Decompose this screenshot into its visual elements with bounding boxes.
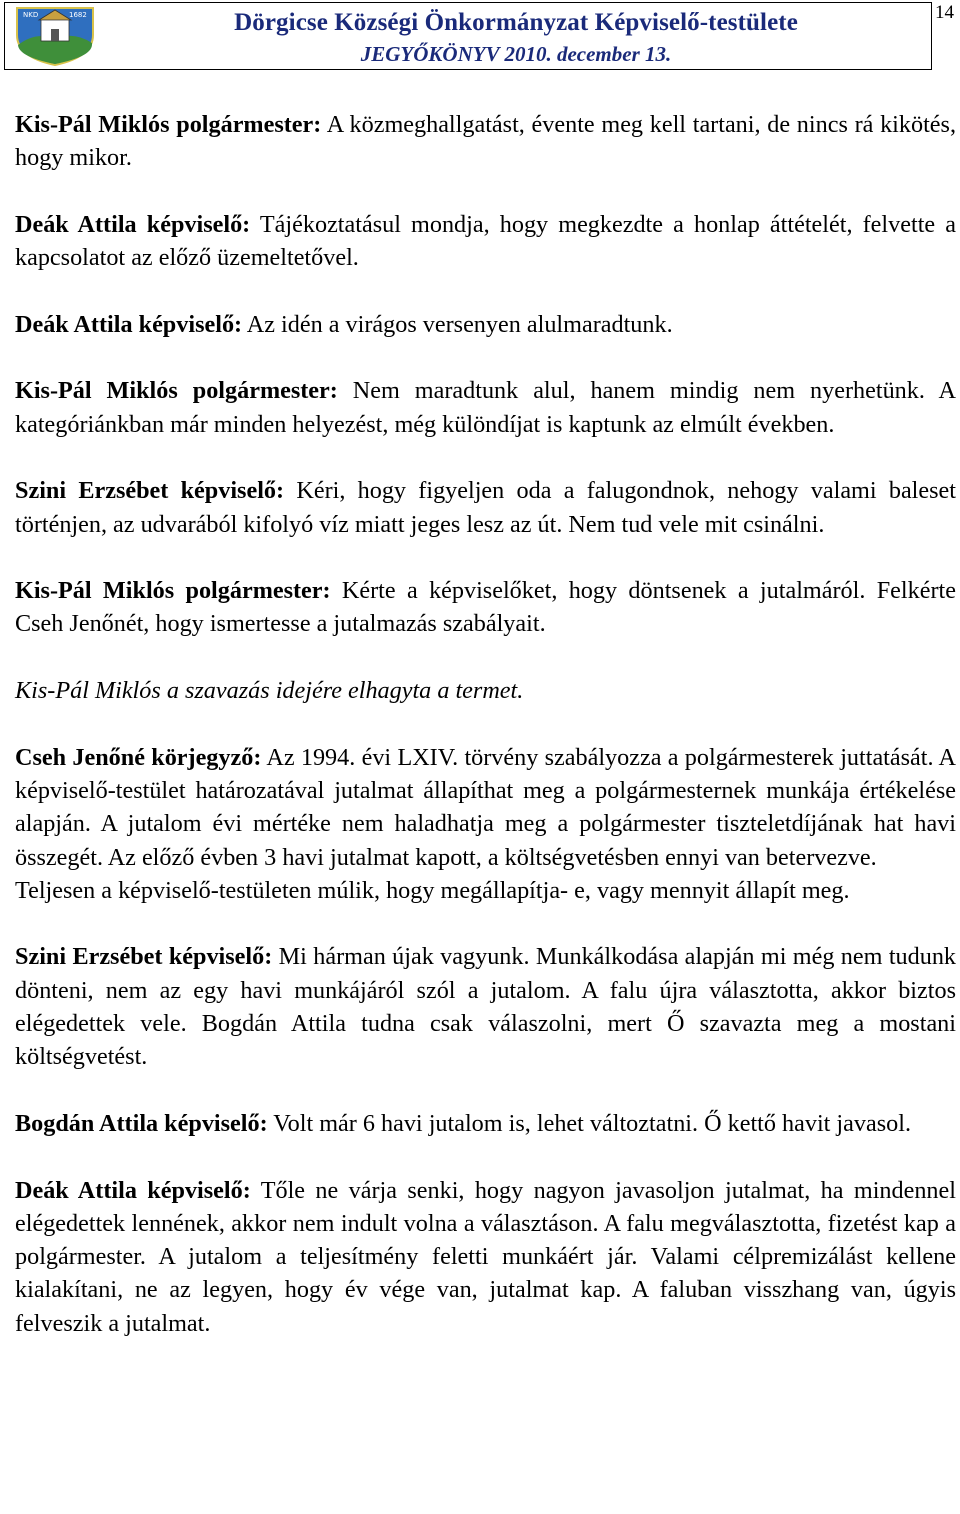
village-crest-icon — [11, 5, 99, 67]
speaker-name: Cseh Jenőné körjegyző: — [15, 743, 262, 771]
document-title: Dörgicse Községi Önkormányzat Képviselő-testülete — [234, 9, 798, 36]
minutes-paragraph — [15, 108, 956, 175]
speaker-name: Kis-Pál Miklós polgármester: — [15, 377, 338, 405]
statement-text: Az 1994. évi LXIV. törvény szabályozza a polgármesterek juttatását. A képviselő-testület határozatával jutalmat állapíthat meg a polgármesternek munkája értékelése alapján. A jutalom évi mértéke nem haladhatja meg a polgármester tiszteletdíjának hat havi összegét. Az előző évben 3 havi jutalmat kapott, a költségvetésben ennyi van betervezve. — [15, 743, 956, 871]
minutes-paragraph — [15, 208, 956, 275]
minutes-body — [15, 108, 956, 1373]
minutes-paragraph — [15, 741, 956, 874]
minutes-paragraph — [15, 374, 956, 441]
statement-text: Nem maradtunk alul, hanem mindig nem nyerhetünk. A kategóriánkban már minden helyezést, még különdíjat is kaptunk az elmúlt években. — [15, 377, 956, 438]
speaker-name: Deák Attila képviselő: — [15, 1176, 251, 1204]
statement-text: Kérte a képviselőket, hogy döntsenek a jutalmáról. Felkérte Cseh Jenőnét, hogy ismertesse a jutalmazás szabályait. — [15, 577, 956, 638]
minutes-paragraph — [15, 574, 956, 641]
minutes-paragraph — [15, 940, 956, 1073]
statement-text: Tőle ne várja senki, hogy nagyon javasoljon jutalmat, ha mindennel elégedettek lennének, akkor nem indult volna a választáson. A falu megválasztotta, fizetést kap a polgármester. A jutalom a teljesítmény feletti munkáért jár. Valami célpremizálást kellene kialakítani, ne az legyen, hogy év vége van, jutalmat kap. A faluban visszhang van, úgyis felveszik a jutalmat. — [15, 1176, 956, 1337]
speaker-name: Szini Erzsébet képviselő: — [15, 943, 273, 971]
statement-text: Mi hárman újak vagyunk. Munkálkodása alapján mi még nem tudunk dönteni, nem az egy havi munkájáról szól a jutalom. A falu újra választotta, akkor biztos elégedettek vele. Bogdán Attila tudna csak válaszolni, mert Ő szavazta meg a mostani költségvetést. — [15, 943, 957, 1071]
minutes-paragraph — [15, 474, 956, 541]
speaker-name: Deák Attila képviselő: — [15, 310, 243, 338]
statement-text: Az idén a virágos versenyen alulmaradtunk. — [242, 310, 673, 338]
speaker-name: Kis-Pál Miklós polgármester: — [15, 577, 331, 605]
crest-year: 1682 — [69, 11, 87, 19]
minutes-paragraph — [15, 874, 956, 907]
speaker-name: Kis-Pál Miklós polgármester: — [15, 111, 322, 138]
minutes-paragraph — [15, 1174, 956, 1340]
minutes-paragraph — [15, 308, 956, 341]
minutes-paragraph — [15, 1107, 956, 1140]
statement-text: Teljesen a képviselő-testületen múlik, hogy megállapítja- e, vagy mennyit állapít meg. — [15, 876, 850, 904]
speaker-name: Szini Erzsébet képviselő: — [15, 477, 285, 505]
page-number: 14 — [935, 2, 954, 23]
speaker-name: Bogdán Attila képviselő: — [15, 1109, 268, 1137]
statement-text: A közmeghallgatást, évente meg kell tartani, de nincs rá kikötés, hogy mikor. — [15, 111, 956, 172]
document-subtitle: JEGYŐKÖNYV 2010. december 13. — [360, 42, 672, 66]
crest-letters: NKD — [23, 11, 39, 19]
statement-text: Kéri, hogy figyeljen oda a falugondnok, nehogy valami baleset történjen, az udvarából kifolyó víz miatt jeges lesz az út. Nem tud vele mit csinálni. — [15, 477, 957, 538]
speaker-name: Deák Attila képviselő: — [15, 210, 251, 238]
statement-text: Tájékoztatásul mondja, hogy megkezdte a honlap áttételét, felvette a kapcsolatot az előző üzemeltetővel. — [15, 210, 956, 272]
statement-text: Volt már 6 havi jutalom is, lehet változtatni. Ő kettő havit javasol. — [267, 1109, 911, 1137]
page-header — [4, 2, 932, 70]
statement-text: Kis-Pál Miklós a szavazás idejére elhagyta a termet. — [15, 677, 524, 705]
minutes-paragraph — [15, 674, 956, 707]
